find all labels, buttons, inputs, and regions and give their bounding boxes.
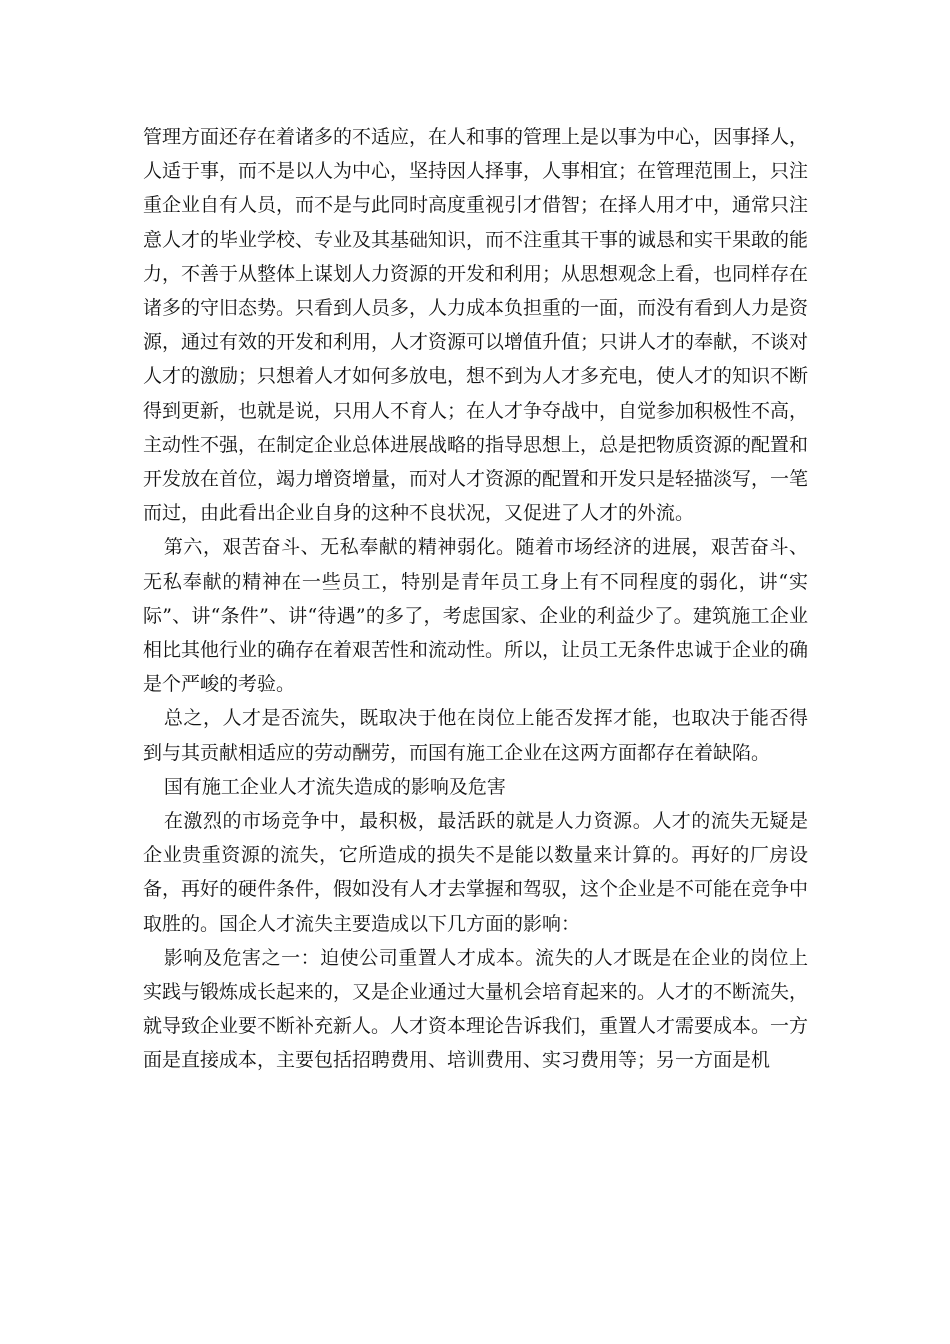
paragraph-summary: 总之，人才是否流失，既取决于他在岗位上能否发挥才能，也取决于能否得到与其贡献相适应的劳动酬劳，而国有施工企业在这两方面都存在着缺陷。 (143, 707, 808, 764)
paragraph-management-issues: 管理方面还存在着诸多的不适应，在人和事的管理上是以事为中心，因事择人，人适于事，而不是以人为中心，坚持因人择事，人事相宜；在管理范围上，只注重企业自有人员，而不是与此同时高度重视引才借智；在择人用才中，通常只注意人才的毕业学校、专业及其基础知识，而不注重其干事的诚恳和实干果敢的能力，不善于从整体上谋划人力资源的开发和利用；从思想观念上看，也同样存在诸多的守旧态势。只看到人员多，人力成本负担重的一面，而没有看到人力是资源，通过有效的开发和利用，人才资源可以增值升值；只讲人才的奉献，不谈对人才的激励；只想着人才如何多放电，想不到为人才多充电，使人才的知识不断得到更新，也就是说，只用人不育人；在人才争夺战中，自觉参加积极性不高，主动性不强，在制定企业总体进展战略的指导思想上，总是把物质资源的配置和开发放在首位，竭力增资增量，而对人才资源的配置和开发只是轻描淡写，一笔而过，由此看出企业自身的这种不良状况，又促进了人才的外流。 (143, 126, 809, 525)
paragraph-impact-one: 影响及危害之一：迫使公司重置人才成本。流失的人才既是在企业的岗位上实践与锻炼成长起来的，又是企业通过大量机会培育起来的。人才的不断流失，就导致企业要不断补充新人。人才资本理论告诉我们，重置人才需要成本。一方面是直接成本，主要包括招聘费用、培训费用、实习费用等；另一方面是机 (143, 946, 809, 1072)
document-body (143, 120, 808, 1078)
paragraph-competition: 在激烈的市场竞争中，最积极，最活跃的就是人力资源。人才的流失无疑是企业贵重资源的流失，它所造成的损失不是能以数量来计算的。再好的厂房设备，再好的硬件条件，假如没有人才去掌握和驾驭，这个企业是不可能在竞争中取胜的。国企人才流失主要造成以下几方面的影响： (143, 810, 809, 935)
paragraph-sixth-point: 第六，艰苦奋斗、无私奉献的精神弱化。随着市场经济的进展，艰苦奋斗、无私奉献的精神在一些员工，特别是青年员工身上有不同程度的弱化，讲“实际”、讲“条件”、讲“待遇”的多了，考虑国家、企业的利益少了。建筑施工企业相比其他行业的确存在着艰苦性和流动性。所以，让员工无条件忠诚于企业的确是个严峻的考验。 (143, 536, 809, 696)
section-heading-impact: 国有施工企业人才流失造成的影响及危害 (163, 775, 506, 798)
